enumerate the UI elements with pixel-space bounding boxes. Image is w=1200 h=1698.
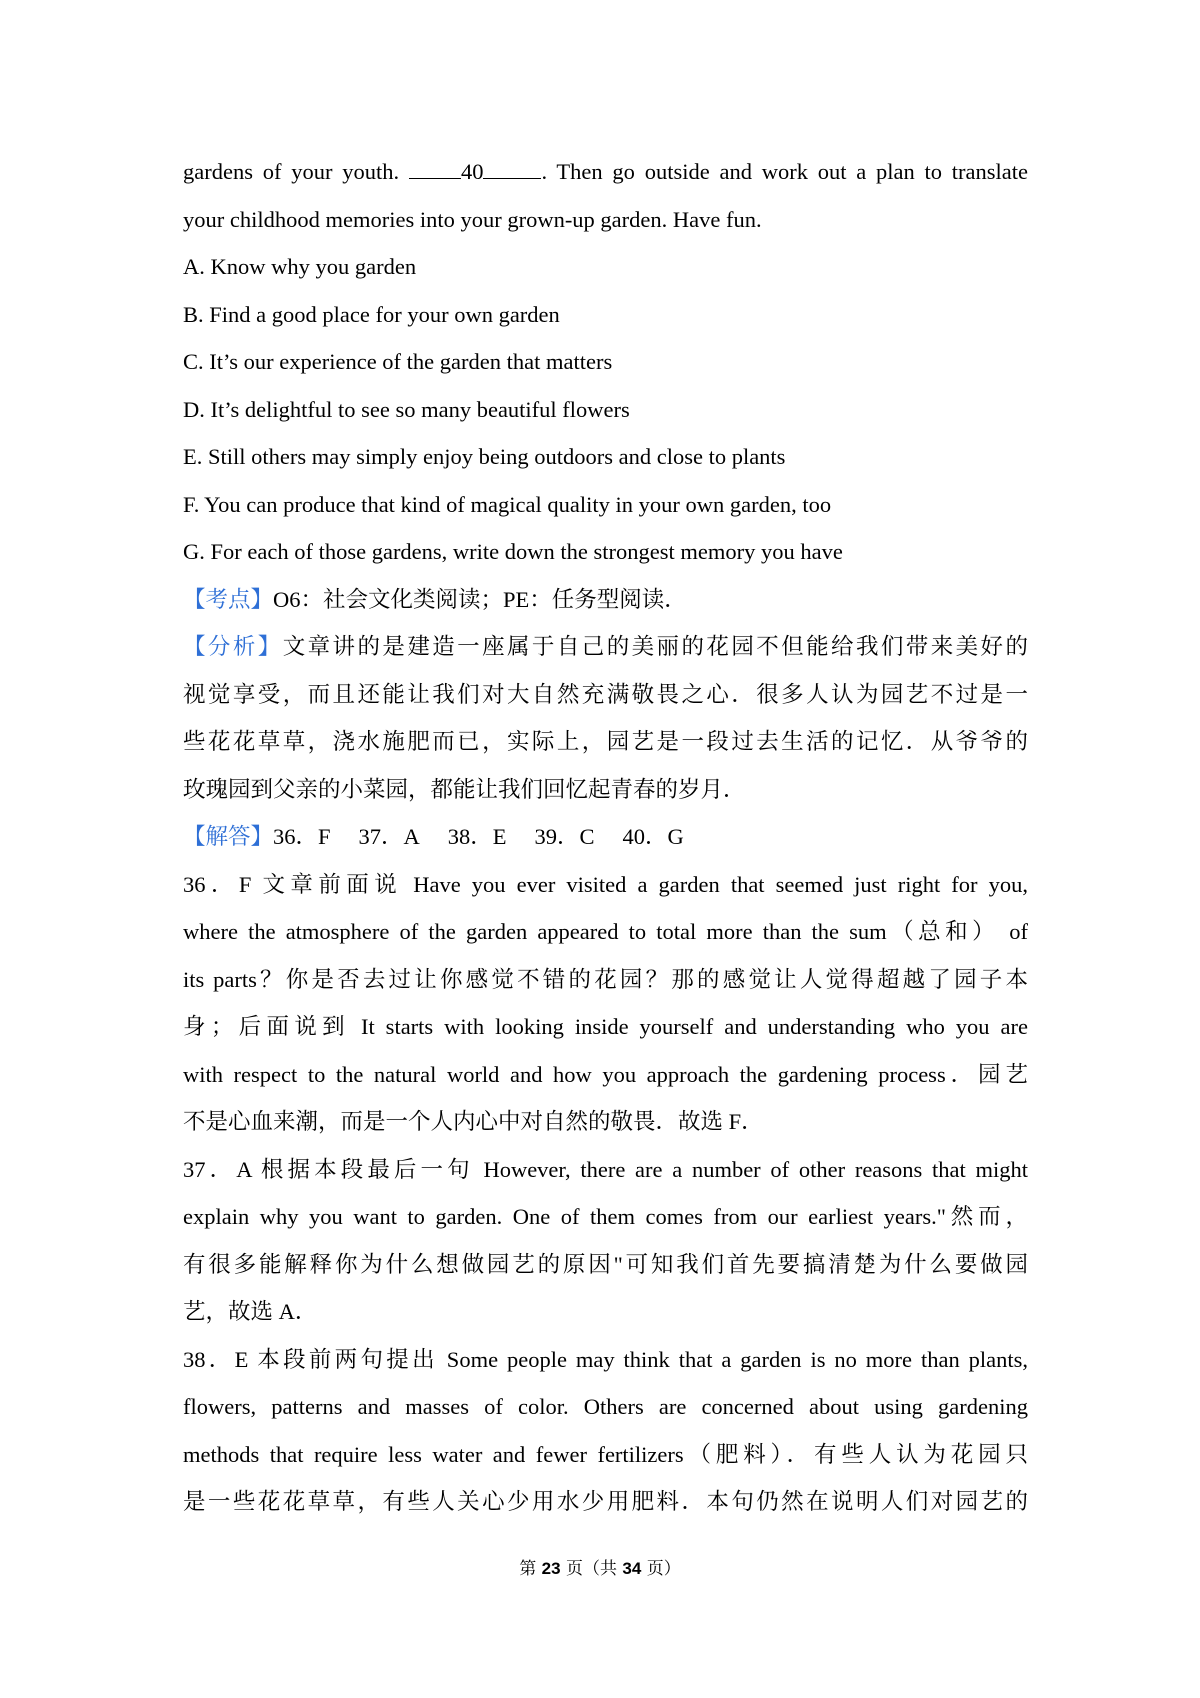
blank-number: 40 <box>460 159 484 184</box>
explanation-line: with respect to the natural world and how you approach the gardening process．园艺 <box>183 1061 1028 1087</box>
explanation-line: flowers, patterns and masses of color. Others are concerned about using gardening <box>183 1394 1028 1419</box>
fenxi-line <box>183 623 1028 671</box>
option-c: C. It’s our experience of the garden that matters <box>183 349 613 374</box>
fenxi-tag: 【分析】 <box>183 634 283 659</box>
explanation-line: 36．F 文章前面说 Have you ever visited a garden that seemed just right for you, <box>183 871 1028 897</box>
explanation-line: 是一些花花草草，有些人关心少用水少用肥料．本句仍然在说明人们对园艺的 <box>183 1489 1028 1514</box>
explanation-line: 艺，故选 A． <box>183 1299 318 1324</box>
option-e: E. Still others may simply enjoy being outdoors and close to plants <box>183 444 786 469</box>
explanation-line: 不是心血来潮，而是一个人内心中对自然的敬畏．故选 F． <box>183 1109 764 1134</box>
passage-line: your childhood memories into your grown-up garden. Have fun. <box>183 206 762 232</box>
footer-middle: 页（共 <box>566 1559 617 1579</box>
answer-37: 37．A <box>358 824 420 849</box>
kaodian-text: O6：社会文化类阅读；PE：任务型阅读． <box>273 586 687 612</box>
answer-39: 39．C <box>534 824 595 849</box>
total-pages: 34 <box>622 1559 642 1578</box>
text-run: gardens of your youth. <box>183 159 400 184</box>
answer-blank-line <box>409 178 461 179</box>
page-footer <box>0 1554 1200 1579</box>
footer-suffix: 页） <box>646 1559 681 1579</box>
explanation-line: 身；后面说到 It starts with looking inside yourself and understanding who you are <box>183 1014 1028 1039</box>
passage-line <box>183 148 1028 196</box>
answer-40: 40．G <box>622 824 684 849</box>
option-d: D. It’s delightful to see so many beautiful flowers <box>183 396 630 422</box>
page-number: 23 <box>541 1559 561 1578</box>
explanation-line: 38．E 本段前两句提出 Some people may think that a garden is no more than plants, <box>183 1346 1028 1372</box>
page-content <box>183 148 1028 1526</box>
fenxi-line: 玫瑰园到父亲的小菜园，都能让我们回忆起青春的岁月． <box>183 776 746 802</box>
option-a: A. Know why you garden <box>183 254 417 279</box>
answer-36: 36．F <box>273 824 331 849</box>
option-f: F. You can produce that kind of magical quality in your own garden, too <box>183 491 832 517</box>
fenxi-line: 些花花草草，浇水施肥而已，实际上，园艺是一段过去生活的记忆．从爷爷的 <box>183 729 1028 754</box>
kaodian-line <box>183 576 1028 624</box>
footer-prefix: 第 <box>519 1559 537 1579</box>
answer-38: 38．E <box>447 824 507 849</box>
explanation-line: 37．A 根据本段最后一句 However, there are a number of other reasons that might <box>183 1156 1028 1182</box>
jieda-tag: 【解答】 <box>183 824 274 849</box>
fenxi-text: 文章讲的是建造一座属于自己的美丽的花园不但能给我们带来美好的 <box>282 634 1028 659</box>
explanation-line: its parts？你是否去过让你感觉不错的花园？那的感觉让人觉得超越了园子本 <box>183 966 1028 992</box>
explanation-line: 有很多能解释你为什么想做园艺的原因"可知我们首先要搞清楚为什么要做园 <box>183 1251 1028 1277</box>
explanation-line: explain why you want to garden. One of them comes from our earliest years."然而， <box>183 1204 1028 1229</box>
text-run: . Then go outside and work out a plan to translate <box>541 159 1028 184</box>
jieda-line <box>183 813 1028 861</box>
answer-blank-line <box>483 178 541 179</box>
kaodian-tag: 【考点】 <box>183 586 274 612</box>
explanation-line: methods that require less water and fewer fertilizers（肥料）．有些人认为花园只 <box>183 1441 1028 1467</box>
fenxi-line: 视觉享受，而且还能让我们对大自然充满敬畏之心．很多人认为园艺不过是一 <box>183 681 1028 707</box>
option-g: G. For each of those gardens, write down the strongest memory you have <box>183 539 843 564</box>
explanation-line: where the atmosphere of the garden appeared to total more than the sum（总和） of <box>183 919 1028 944</box>
option-b: B. Find a good place for your own garden <box>183 301 560 327</box>
